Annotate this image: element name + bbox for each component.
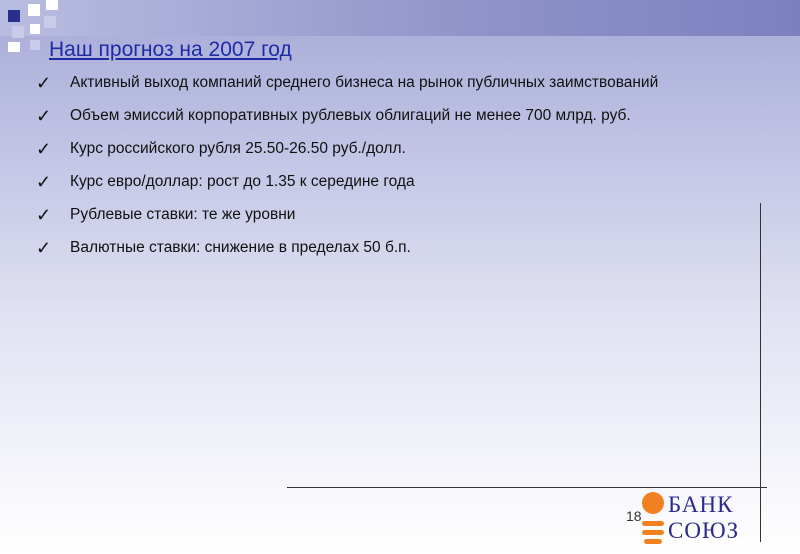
square-light-4 bbox=[8, 42, 20, 52]
bullet-text: Курс российского рубля 25.50-26.50 руб./долл. bbox=[70, 140, 406, 157]
bullet-text: Объем эмиссий корпоративных рублевых облигаций не менее 700 млрд. руб. bbox=[70, 107, 631, 124]
bullet-item bbox=[36, 171, 758, 193]
slide-title: Наш прогноз на 2007 год bbox=[49, 38, 292, 61]
square-mid-1 bbox=[12, 26, 24, 38]
horizontal-divider bbox=[287, 487, 767, 488]
checkmark-icon: ✓ bbox=[36, 73, 52, 93]
logo-line1: БАНК bbox=[668, 492, 734, 517]
bullet-text: Курс евро/доллар: рост до 1.35 к середине года bbox=[70, 173, 415, 190]
bullet-item bbox=[36, 72, 758, 94]
bullet-text: Рублевые ставки: те же уровни bbox=[70, 206, 296, 223]
checkmark-icon: ✓ bbox=[36, 238, 52, 258]
bullet-item bbox=[36, 105, 758, 127]
bullet-text: Валютные ставки: снижение в пределах 50 б.п. bbox=[70, 239, 411, 256]
logo-line2: СОЮЗ bbox=[668, 518, 740, 543]
checkmark-icon: ✓ bbox=[36, 139, 52, 159]
checkmark-icon: ✓ bbox=[36, 106, 52, 126]
square-light-1 bbox=[28, 4, 40, 16]
square-light-2 bbox=[30, 24, 40, 34]
top-band bbox=[0, 0, 800, 36]
checkmark-icon: ✓ bbox=[36, 172, 52, 192]
bank-soyuz-logo bbox=[640, 490, 760, 550]
square-dark-1 bbox=[8, 10, 20, 22]
bullet-item bbox=[36, 138, 758, 160]
checkmark-icon: ✓ bbox=[36, 205, 52, 225]
page-number: 18 bbox=[626, 508, 642, 524]
bullet-item bbox=[36, 204, 758, 226]
logo-mark-icon bbox=[640, 490, 670, 550]
square-mid-2 bbox=[44, 16, 56, 28]
square-mid-3 bbox=[30, 40, 40, 50]
bullet-list bbox=[36, 72, 758, 270]
bullet-text: Активный выход компаний среднего бизнеса на рынок публичных заимствований bbox=[70, 74, 659, 91]
bullet-item bbox=[36, 237, 758, 259]
square-light-3 bbox=[46, 0, 58, 10]
vertical-divider bbox=[760, 203, 761, 542]
